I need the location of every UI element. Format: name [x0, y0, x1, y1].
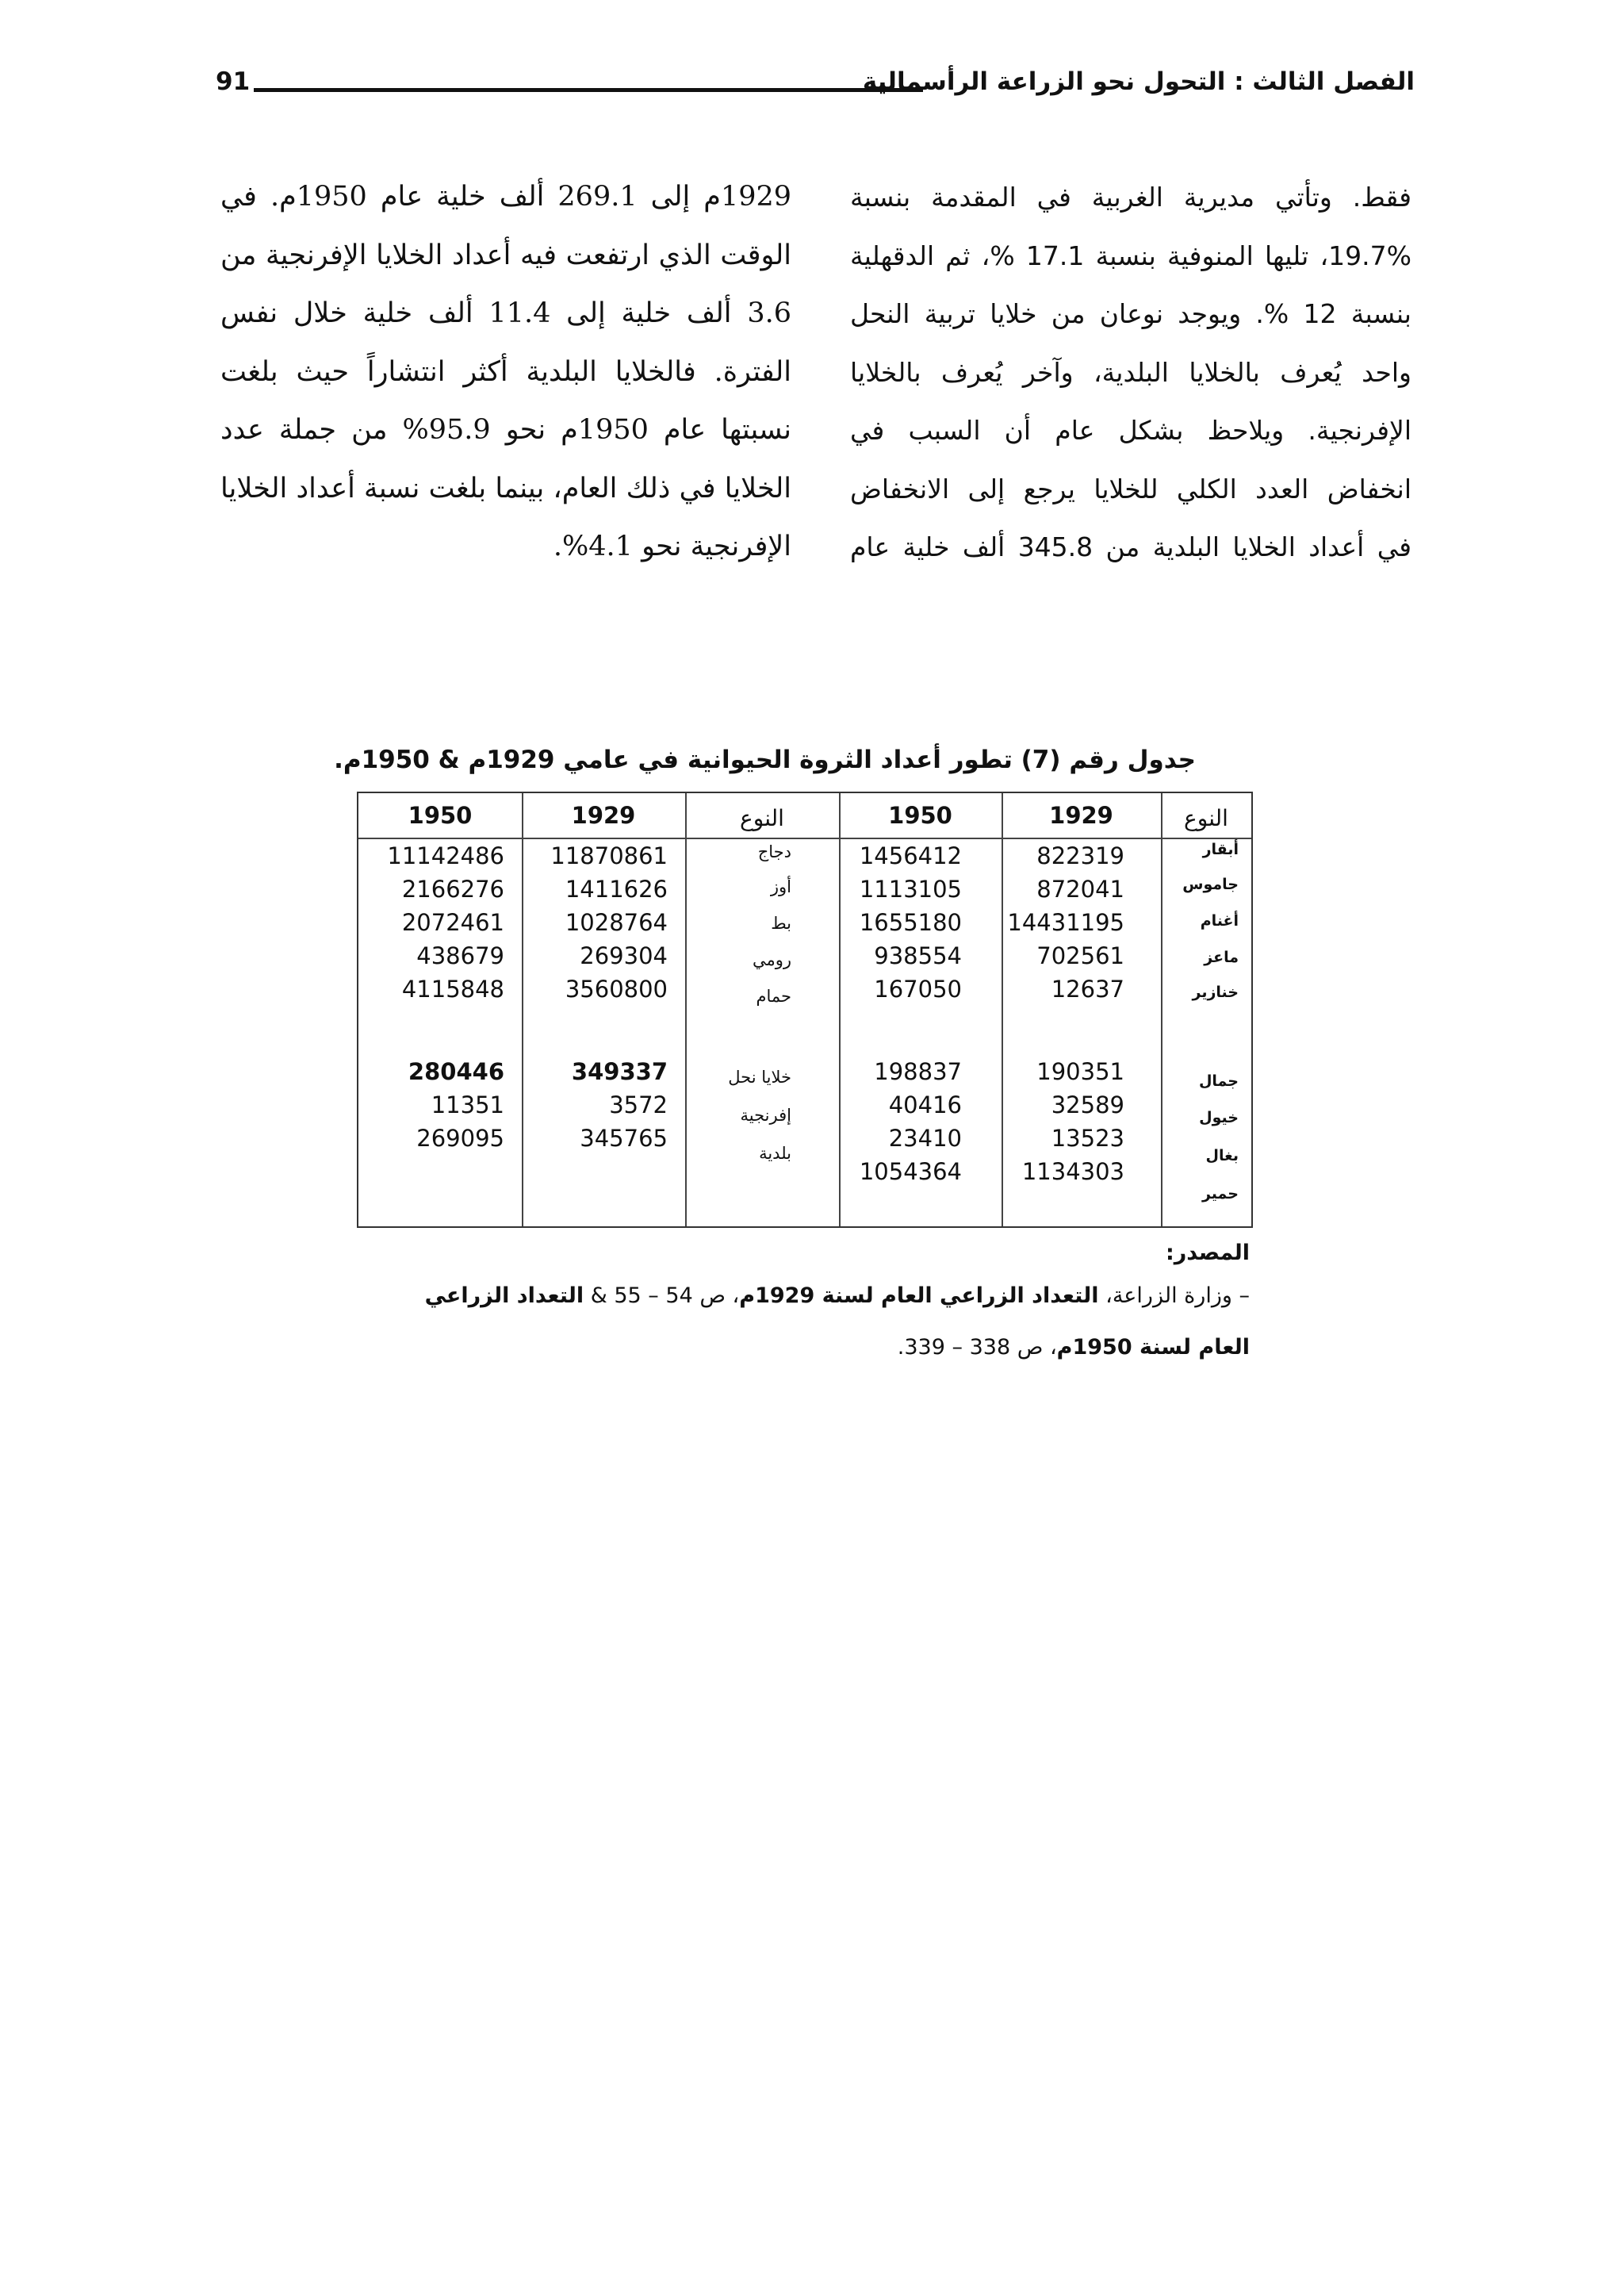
source-citation-line — [357, 1283, 1250, 1308]
column-divider — [685, 793, 687, 1226]
cell-1929: 190351 — [1036, 1058, 1124, 1085]
text-line: 3.6 ألف خلية إلى 11.4 ألف خلية خلال نفس — [220, 297, 791, 329]
text-line: الإفرنجية نحو 4.1%. — [553, 531, 791, 562]
text-line: فقط. وتأتي مديرية الغربية في المقدمة بنسبة — [850, 182, 1411, 213]
row-label: بط — [771, 914, 791, 933]
header-1929-left: 1929 — [571, 802, 636, 829]
cell-1950: 198837 — [874, 1058, 962, 1085]
cell-1950: 23410 — [888, 1125, 962, 1152]
cell-1950: 438679 — [416, 942, 504, 969]
source-book-title: التعداد الزراعي — [424, 1283, 584, 1308]
header-1929-right: 1929 — [1049, 802, 1113, 829]
row-label: رومي — [752, 950, 791, 969]
row-label: خنازير — [1192, 984, 1239, 1001]
cell-1950: 40416 — [888, 1091, 962, 1118]
cell-1929: 345765 — [580, 1125, 668, 1152]
right-text-column — [850, 168, 1411, 577]
column-divider — [839, 793, 841, 1226]
cell-1929: 349337 — [571, 1058, 668, 1085]
chapter-title: الفصل الثالث : التحول نحو الزراعة الرأسمالية — [862, 67, 1415, 96]
header-1950-right: 1950 — [888, 802, 952, 829]
row-label: خلايا نحل — [728, 1068, 791, 1087]
cell-1929: 702561 — [1036, 942, 1124, 969]
row-label: جمال — [1198, 1072, 1239, 1090]
header-type-right: النوع — [1184, 805, 1228, 831]
cell-1929: 12637 — [1051, 976, 1124, 1003]
cell-1950: 167050 — [874, 976, 962, 1003]
cell-1950: 1113105 — [859, 876, 962, 903]
cell-1929: 14431195 — [1007, 909, 1124, 936]
row-label: خيول — [1199, 1109, 1239, 1126]
row-label: جاموس — [1182, 876, 1239, 893]
row-label: أغنام — [1200, 912, 1239, 930]
text-line: واحد يُعرف بالخلايا البلدية، وآخر يُعرف بالخلايا — [850, 356, 1411, 388]
source-text: ، ص 54 – 55 & — [584, 1283, 740, 1308]
livestock-table — [357, 792, 1253, 1228]
cell-1929: 3572 — [609, 1091, 668, 1118]
cell-1950: 1456412 — [859, 842, 962, 869]
cell-1950: 280446 — [408, 1058, 504, 1085]
header-rule — [254, 88, 923, 92]
header-type-left: النوع — [740, 805, 784, 831]
source-book-title: التعداد الزراعي العام لسنة 1929م — [739, 1283, 1099, 1308]
cell-1950: 2166276 — [401, 876, 504, 903]
row-label: حمام — [756, 987, 791, 1006]
text-line: 19.7%، تليها المنوفية بنسبة 17.1 %، ثم الدقهلية — [850, 240, 1411, 271]
cell-1950: 11351 — [431, 1091, 504, 1118]
row-label: بلدية — [759, 1144, 791, 1163]
text-line: الإفرنجية. ويلاحظ بشكل عام أن السبب في — [850, 415, 1411, 446]
source-text: ، ص 338 – 339. — [897, 1335, 1057, 1360]
column-divider — [1002, 793, 1003, 1226]
left-text-column — [220, 168, 791, 577]
cell-1929: 1028764 — [565, 909, 668, 936]
cell-1929: 822319 — [1036, 842, 1124, 869]
cell-1929: 13523 — [1051, 1125, 1124, 1152]
text-line: في أعداد الخلايا البلدية من 345.8 ألف خلية عام — [850, 531, 1411, 562]
column-divider — [522, 793, 523, 1226]
row-label: ماعز — [1204, 949, 1239, 966]
cell-1950: 4115848 — [401, 976, 504, 1003]
cell-1950: 269095 — [416, 1125, 504, 1152]
text-line: الخلايا في ذلك العام، بينما بلغت نسبة أعداد الخلايا — [220, 472, 791, 504]
text-line: بنسبة 12 %. ويوجد نوعان من خلايا تربية النحل — [850, 298, 1411, 329]
cell-1950: 1655180 — [859, 909, 962, 936]
source-title: المصدر: — [1165, 1241, 1250, 1265]
table-caption: جدول رقم (7) تطور أعداد الثروة الحيوانية في عامي 1929م & 1950م. — [334, 746, 1196, 774]
row-label: إفرنجية — [740, 1106, 791, 1125]
source-citation-line — [634, 1335, 1250, 1360]
text-line: الوقت الذي ارتفعت فيه أعداد الخلايا الإفرنجية من — [220, 239, 791, 271]
row-label: أوز — [770, 877, 791, 896]
source-book-title: العام لسنة 1950م — [1056, 1335, 1250, 1360]
text-line: الفترة. فالخلايا البلدية أكثر انتشاراً حيث بلغت — [220, 355, 791, 388]
cell-1950: 1054364 — [859, 1158, 962, 1185]
cell-1929: 32589 — [1051, 1091, 1124, 1118]
row-label: بغال — [1205, 1147, 1239, 1164]
source-text: – وزارة الزراعة، — [1098, 1283, 1250, 1308]
text-line: انخفاض العدد الكلي للخلايا يرجع إلى الانخفاض — [850, 473, 1411, 504]
row-label: حمير — [1201, 1185, 1239, 1203]
text-line: 1929م إلى 269.1 ألف خلية عام 1950م. في — [220, 181, 791, 213]
cell-1950: 11142486 — [387, 842, 504, 869]
text-line: نسبتها عام 1950م نحو 95.9% من جملة عدد — [220, 414, 791, 446]
cell-1929: 1134303 — [1021, 1158, 1124, 1185]
cell-1929: 1411626 — [565, 876, 668, 903]
cell-1929: 269304 — [580, 942, 668, 969]
row-label: دجاج — [757, 842, 791, 861]
cell-1950: 938554 — [874, 942, 962, 969]
header-1950-left: 1950 — [408, 802, 473, 829]
cell-1950: 2072461 — [401, 909, 504, 936]
column-divider — [1161, 793, 1162, 1226]
row-label: أبقار — [1202, 841, 1239, 858]
page-header — [216, 62, 1415, 109]
cell-1929: 3560800 — [565, 976, 668, 1003]
cell-1929: 872041 — [1036, 876, 1124, 903]
page-number: 91 — [216, 67, 251, 96]
cell-1929: 11870861 — [550, 842, 668, 869]
